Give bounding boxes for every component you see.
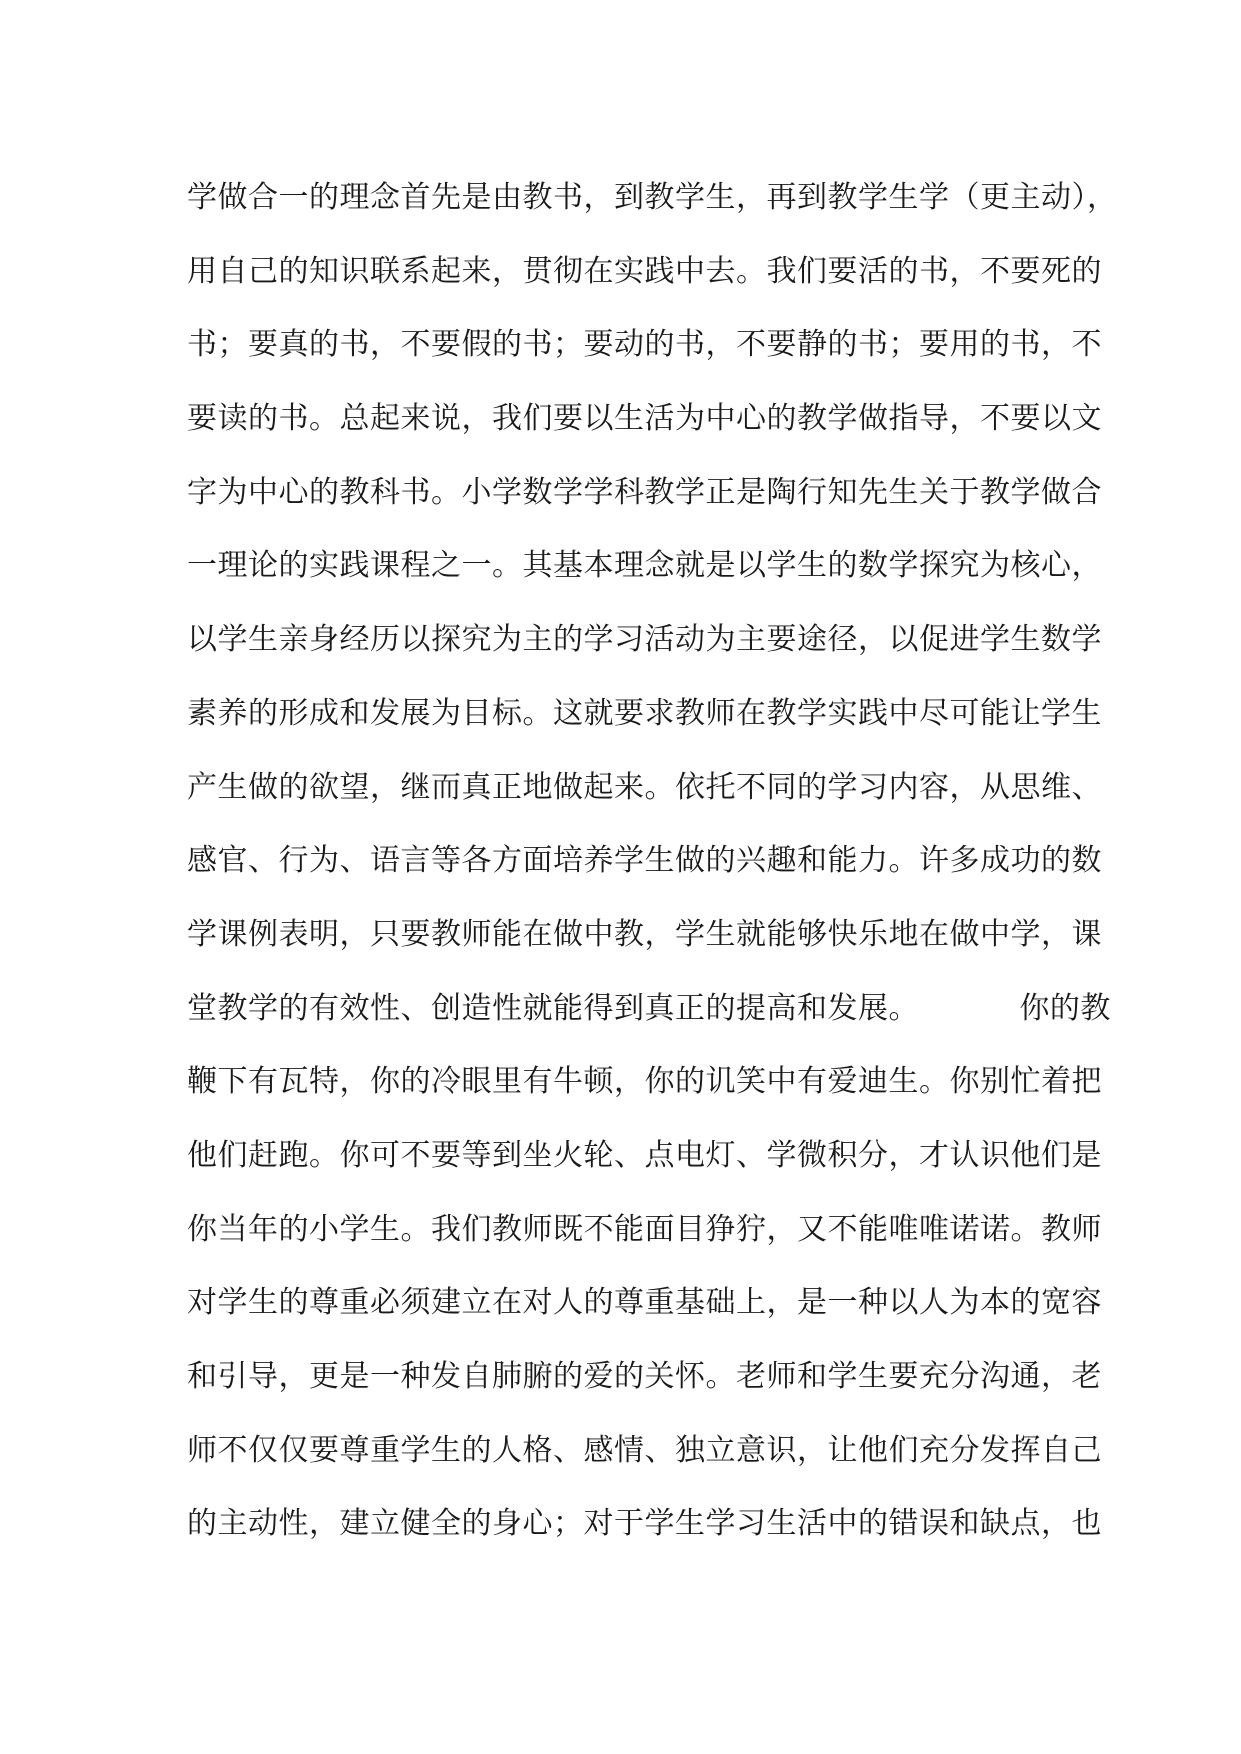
text-line: 一理论的实践课程之一。其基本理念就是以学生的数学探究为核心， <box>187 548 1102 584</box>
text-line: 学做合一的理念首先是由教书，到教学生，再到教学生学（更主动）， <box>187 180 1118 215</box>
text-line: 字为中心的教科书。小学数学学科教学正是陶行知先生关于教学做合 <box>187 474 1102 510</box>
text-line: 感官、行为、语言等各方面培养学生做的兴趣和能力。许多成功的数 <box>187 843 1102 879</box>
text-line: 的主动性，建立健全的身心；对于学生学习生活中的错误和缺点，也 <box>187 1506 1102 1542</box>
body-text <box>187 172 1118 1572</box>
text-line: 用自己的知识联系起来，贯彻在实践中去。我们要活的书，不要死的 <box>187 253 1102 289</box>
text-line: 以学生亲身经历以探究为主的学习活动为主要途径，以促进学生数学 <box>187 622 1102 658</box>
text-line: 和引导，更是一种发自肺腑的爱的关怀。老师和学生要充分沟通，老 <box>187 1359 1102 1394</box>
text-line: 师不仅仅要尊重学生的人格、感情、独立意识，让他们充分发挥自己 <box>187 1432 1102 1468</box>
text-line: 素养的形成和发展为目标。这就要求教师在教学实践中尽可能让学生 <box>187 695 1102 731</box>
text-line: 他们赶跑。你可不要等到坐火轮、点电灯、学微积分，才认识他们是 <box>187 1137 1102 1173</box>
text-line: 书；要真的书，不要假的书；要动的书，不要静的书；要用的书，不 <box>187 327 1102 363</box>
text-line: 学课例表明，只要教师能在做中教，学生就能够快乐地在做中学，课 <box>187 916 1102 952</box>
text-line: 对学生的尊重必须建立在对人的尊重基础上，是一种以人为本的宽容 <box>187 1285 1102 1321</box>
text-line: 你当年的小学生。我们教师既不能面目狰狞，又不能唯唯诺诺。教师 <box>187 1211 1102 1247</box>
text-line: 产生做的欲望，继而真正地做起来。依托不同的学习内容，从思维、 <box>187 769 1102 805</box>
text-line: 鞭下有瓦特，你的冷眼里有牛顿，你的讥笑中有爱迪生。你别忙着把 <box>187 1064 1102 1100</box>
text-line: 要读的书。总起来说，我们要以生活为中心的教学做指导，不要以文 <box>187 401 1102 437</box>
text-line: 堂教学的有效性、创造性就能得到真正的提高和发展。 你的教 <box>187 990 1111 1026</box>
